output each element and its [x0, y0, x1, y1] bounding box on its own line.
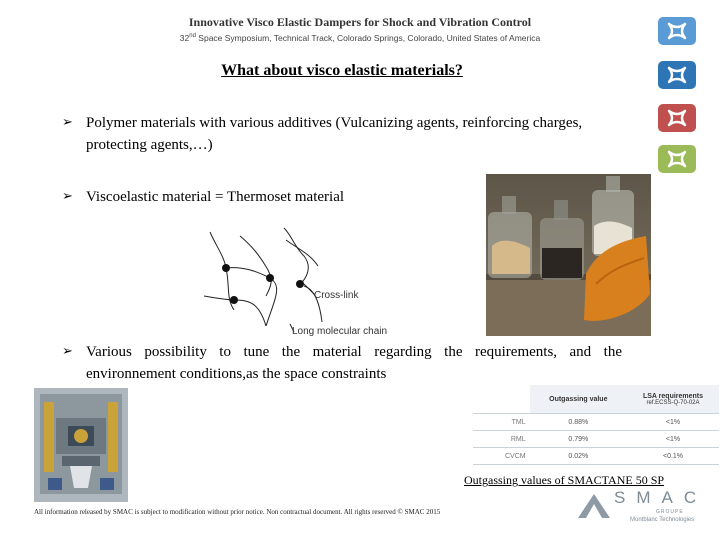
bullet-text: Polymer materials with various additives (Vulcanizing agents, reinforcing charges, protecting agents,…) [86, 115, 583, 153]
bottles-illustration [486, 174, 651, 336]
molecular-chain-label: Long molecular chain [292, 326, 388, 337]
crosslink-node [296, 280, 304, 288]
slide-heading: What about visco elastic materials? [221, 62, 463, 79]
crosslink-node [266, 274, 274, 282]
row-label: TML [473, 414, 530, 431]
table-row [473, 431, 719, 448]
bullet-thermoset [62, 186, 462, 208]
crosslink-label: Cross-link [314, 290, 359, 301]
row-label: CVCM [473, 448, 530, 465]
table-caption: Outgassing values of SMACTANE 50 SP [464, 473, 665, 487]
presentation-title: Innovative Visco Elastic Dampers for Shock and Vibration Control [188, 15, 532, 29]
cross-tile-red [658, 104, 696, 132]
subtitle-number: 32 [179, 33, 190, 43]
footer-disclaimer: All information released by SMAC is subject to modification without prior notice. Non contractual document. All rights reserved © SMAC 2015 [34, 508, 441, 516]
cross-tile-blue-light [658, 17, 696, 45]
damper-assembly-illustration [34, 388, 128, 502]
bullet-arrow-icon: ➢ [62, 344, 73, 359]
col-header-lsa [627, 385, 719, 414]
smac-group-word: GROUPE [656, 509, 684, 515]
row-label: RML [473, 431, 530, 448]
bullet-tuning [62, 341, 622, 385]
col-header-lsa-title: LSA requirements [642, 392, 704, 400]
smac-logo [572, 488, 708, 526]
row-value: 0.88% [530, 414, 627, 431]
row-value: 0.79% [530, 431, 627, 448]
col-header-lsa-ref: ref.ECSS-Q-70-02A [646, 399, 700, 406]
smac-triangle-icon [574, 490, 612, 520]
cross-icon [658, 104, 696, 132]
cross-icon [658, 145, 696, 173]
crosslink-node [222, 264, 230, 272]
material-samples-photo [486, 174, 651, 336]
row-requirement: <1% [627, 414, 719, 431]
table-row [473, 414, 719, 431]
crosslink-diagram [196, 226, 406, 342]
outgassing-table [473, 385, 719, 465]
bullet-arrow-icon: ➢ [62, 115, 73, 130]
space-hardware-photo [34, 388, 128, 502]
col-header-outgassing: Outgassing value [530, 385, 627, 414]
row-requirement: <0.1% [627, 448, 719, 465]
bullet-arrow-icon: ➢ [62, 189, 73, 204]
bullet-polymer-materials [62, 112, 632, 156]
subtitle-text: Space Symposium, Technical Track, Colorado Springs, Colorado, United States of America [195, 33, 541, 43]
bullet-text: Viscoelastic material = Thermoset material [86, 189, 345, 205]
cross-tile-green [658, 145, 696, 173]
crosslink-node [230, 296, 238, 304]
subtitle-ordinal: nd [189, 33, 196, 40]
row-requirement: <1% [627, 431, 719, 448]
bullet-text: Various possibility to tune the material regarding the requirements, and the environnement conditions,as the space constraints [86, 344, 622, 382]
table-row [473, 448, 719, 465]
smac-name: SMAC [614, 488, 708, 507]
row-value: 0.02% [530, 448, 627, 465]
cross-icon [658, 17, 696, 45]
conference-subtitle [0, 33, 720, 43]
smac-subtitle: Montblanc Technologies [630, 517, 695, 523]
